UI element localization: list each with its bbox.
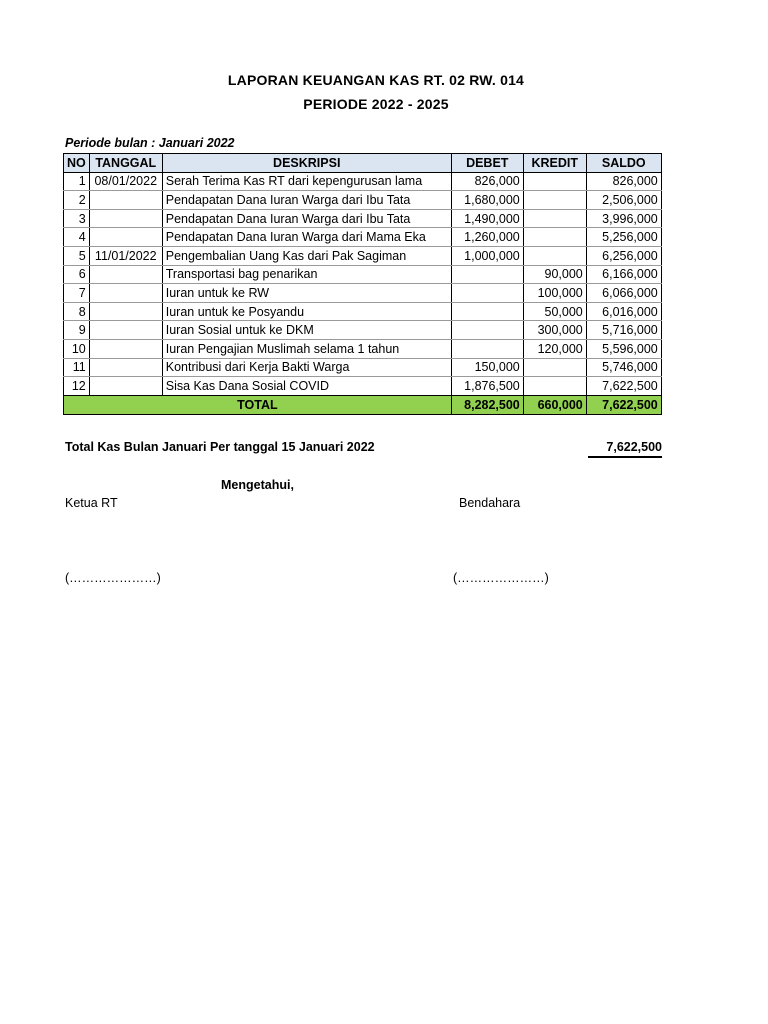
ketua-signature-placeholder: (…………………): [65, 571, 161, 585]
cell-debet: [451, 265, 523, 284]
table-header-row: [64, 154, 662, 173]
cell-debet: 826,000: [451, 172, 523, 191]
total-label: TOTAL: [64, 395, 452, 414]
cell-kredit: [523, 228, 586, 247]
cell-debet: 1,490,000: [451, 209, 523, 228]
header-no: NO: [64, 154, 90, 173]
report-period-title: PERIODE 2022 - 2025: [303, 96, 449, 112]
cell-no: 5: [64, 246, 90, 265]
cell-tanggal: [89, 265, 162, 284]
cell-tanggal: [89, 339, 162, 358]
total-row: [64, 395, 662, 414]
cell-saldo: 826,000: [586, 172, 661, 191]
cell-deskripsi: Iuran Sosial untuk ke DKM: [162, 321, 451, 340]
ledger-body: [64, 172, 662, 395]
table-row: [64, 284, 662, 303]
cell-kredit: [523, 358, 586, 377]
cell-no: 10: [64, 339, 90, 358]
header-kredit: KREDIT: [523, 154, 586, 173]
ledger-table: [63, 153, 662, 415]
cell-no: 12: [64, 377, 90, 396]
cell-deskripsi: Pendapatan Dana Iuran Warga dari Mama Eka: [162, 228, 451, 247]
cell-deskripsi: Serah Terima Kas RT dari kepengurusan lama: [162, 172, 451, 191]
cell-saldo: 6,166,000: [586, 265, 661, 284]
cell-kredit: [523, 246, 586, 265]
cell-tanggal: [89, 191, 162, 210]
cell-no: 9: [64, 321, 90, 340]
header-saldo: SALDO: [586, 154, 661, 173]
cell-kredit: [523, 377, 586, 396]
cell-debet: [451, 339, 523, 358]
cell-deskripsi: Transportasi bag penarikan: [162, 265, 451, 284]
ketua-rt-label: Ketua RT: [65, 496, 118, 510]
table-row: [64, 172, 662, 191]
cell-no: 1: [64, 172, 90, 191]
cell-saldo: 3,996,000: [586, 209, 661, 228]
cell-no: 11: [64, 358, 90, 377]
cell-debet: 1,000,000: [451, 246, 523, 265]
cell-tanggal: [89, 377, 162, 396]
cell-deskripsi: Iuran untuk ke Posyandu: [162, 302, 451, 321]
bendahara-signature-placeholder: (…………………): [453, 571, 549, 585]
summary-value: 7,622,500: [588, 440, 662, 458]
cell-deskripsi: Kontribusi dari Kerja Bakti Warga: [162, 358, 451, 377]
report-title: LAPORAN KEUANGAN KAS RT. 02 RW. 014: [227, 72, 525, 88]
cell-saldo: 7,622,500: [586, 377, 661, 396]
table-row: [64, 209, 662, 228]
cell-kredit: [523, 191, 586, 210]
cell-no: 6: [64, 265, 90, 284]
cell-kredit: 100,000: [523, 284, 586, 303]
header-tanggal: TANGGAL: [89, 154, 162, 173]
cell-tanggal: [89, 358, 162, 377]
cell-no: 4: [64, 228, 90, 247]
acknowledged-label: Mengetahui,: [221, 478, 294, 492]
cell-tanggal: [89, 302, 162, 321]
cell-deskripsi: Pendapatan Dana Iuran Warga dari Ibu Tata: [162, 209, 451, 228]
cell-debet: 1,260,000: [451, 228, 523, 247]
cell-debet: 150,000: [451, 358, 523, 377]
cell-no: 7: [64, 284, 90, 303]
summary-label: Total Kas Bulan Januari Per tanggal 15 Januari 2022: [65, 440, 375, 454]
cell-debet: 1,680,000: [451, 191, 523, 210]
cell-saldo: 5,716,000: [586, 321, 661, 340]
cell-tanggal: [89, 209, 162, 228]
table-row: [64, 265, 662, 284]
cell-saldo: 6,066,000: [586, 284, 661, 303]
cell-debet: [451, 284, 523, 303]
table-row: [64, 228, 662, 247]
cell-tanggal: [89, 228, 162, 247]
bendahara-label: Bendahara: [459, 496, 521, 510]
cell-saldo: 5,596,000: [586, 339, 661, 358]
cell-saldo: 6,256,000: [586, 246, 661, 265]
cell-saldo: 5,746,000: [586, 358, 661, 377]
cell-kredit: [523, 172, 586, 191]
cell-deskripsi: Iuran untuk ke RW: [162, 284, 451, 303]
cell-no: 2: [64, 191, 90, 210]
cell-deskripsi: Iuran Pengajian Muslimah selama 1 tahun: [162, 339, 451, 358]
cell-deskripsi: Pengembalian Uang Kas dari Pak Sagiman: [162, 246, 451, 265]
total-saldo: 7,622,500: [586, 395, 661, 414]
cell-tanggal: 11/01/2022: [89, 246, 162, 265]
total-debet: 8,282,500: [451, 395, 523, 414]
header-deskripsi: DESKRIPSI: [162, 154, 451, 173]
cell-saldo: 2,506,000: [586, 191, 661, 210]
cell-kredit: 120,000: [523, 339, 586, 358]
cell-saldo: 5,256,000: [586, 228, 661, 247]
cell-kredit: [523, 209, 586, 228]
header-debet: DEBET: [451, 154, 523, 173]
cell-debet: [451, 321, 523, 340]
cell-kredit: 90,000: [523, 265, 586, 284]
cell-tanggal: [89, 321, 162, 340]
cell-tanggal: 08/01/2022: [89, 172, 162, 191]
cell-no: 3: [64, 209, 90, 228]
table-row: [64, 246, 662, 265]
cell-debet: [451, 302, 523, 321]
table-row: [64, 191, 662, 210]
cell-debet: 1,876,500: [451, 377, 523, 396]
table-row: [64, 321, 662, 340]
cell-deskripsi: Sisa Kas Dana Sosial COVID: [162, 377, 451, 396]
cell-kredit: 50,000: [523, 302, 586, 321]
table-row: [64, 339, 662, 358]
period-label: Periode bulan : Januari 2022: [65, 136, 235, 150]
cell-no: 8: [64, 302, 90, 321]
total-kredit: 660,000: [523, 395, 586, 414]
cell-saldo: 6,016,000: [586, 302, 661, 321]
table-row: [64, 358, 662, 377]
table-row: [64, 302, 662, 321]
table-row: [64, 377, 662, 396]
cell-tanggal: [89, 284, 162, 303]
cell-kredit: 300,000: [523, 321, 586, 340]
cell-deskripsi: Pendapatan Dana Iuran Warga dari Ibu Tata: [162, 191, 451, 210]
